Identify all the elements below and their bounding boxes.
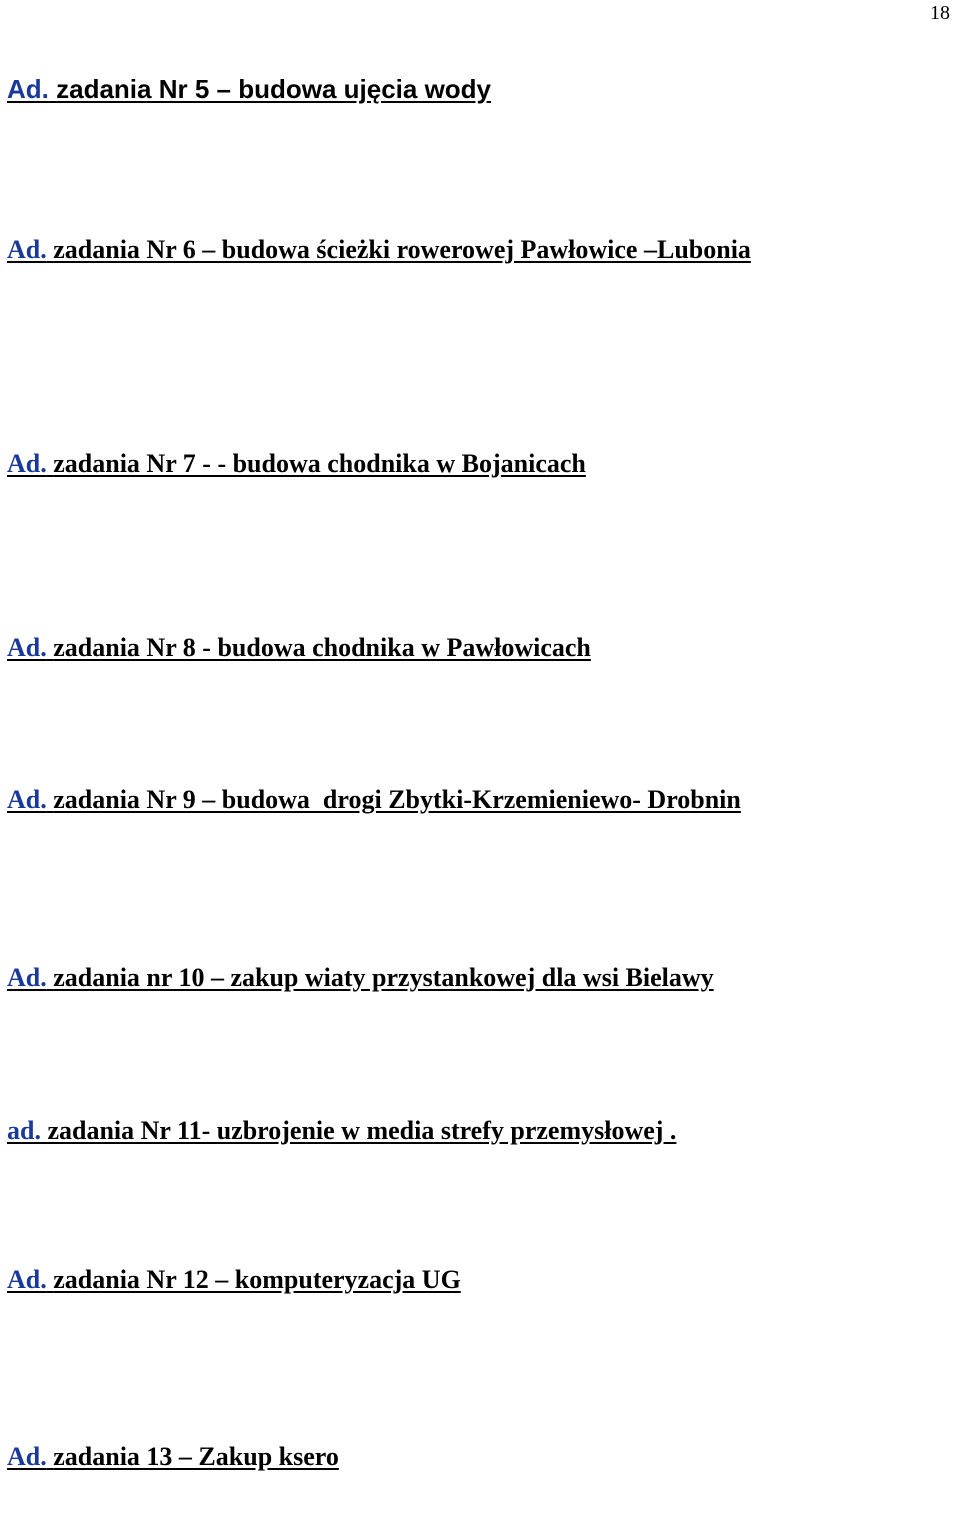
section-heading <box>7 785 741 815</box>
heading-ad-prefix: Ad. <box>7 74 49 104</box>
section-task-6 <box>7 235 957 410</box>
section-task-10 <box>7 963 957 1080</box>
paragraph-line <box>7 537 957 566</box>
paragraph-line <box>7 721 957 750</box>
paragraph-line <box>7 1146 957 1175</box>
section-heading <box>7 963 714 993</box>
paragraph-line <box>7 294 957 323</box>
heading-title: zadania Nr 8 - budowa chodnika w Pawłowicach <box>53 633 591 662</box>
heading-title: zadania Nr 9 – budowa drogi Zbytki-Krzemieniewo- Drobnin <box>53 785 741 814</box>
heading-title: zadania Nr 12 – komputeryzacja UG <box>53 1265 461 1294</box>
paragraph-line <box>7 479 957 508</box>
paragraph-line <box>7 265 957 294</box>
section-heading <box>7 1116 676 1146</box>
heading-title: zadania Nr 11- uzbrojenie w media strefy przemysłowej . <box>47 1116 677 1145</box>
section-heading <box>7 74 491 104</box>
paragraph-line <box>7 993 957 1022</box>
section-task-13 <box>7 1442 957 1530</box>
paragraph-line <box>7 566 957 595</box>
paragraph-line <box>7 352 957 381</box>
paragraph-line <box>7 104 957 133</box>
paragraph-line <box>7 844 957 873</box>
section-task-7 <box>7 449 957 595</box>
paragraph-line <box>7 381 957 410</box>
section-heading <box>7 449 586 479</box>
paragraph-line <box>7 1353 957 1382</box>
paragraph-line <box>7 1382 957 1411</box>
paragraph-line <box>7 1022 957 1051</box>
paragraph-line <box>7 663 957 692</box>
section-task-8 <box>7 633 957 750</box>
section-task-11 <box>7 1116 957 1262</box>
paragraph-line <box>7 1204 957 1233</box>
paragraph-line <box>7 508 957 537</box>
paragraph-line <box>7 1051 957 1080</box>
section-task-5 <box>7 74 957 162</box>
paragraph-line <box>7 1233 957 1262</box>
paragraph-line <box>7 692 957 721</box>
paragraph-line <box>7 815 957 844</box>
paragraph-line <box>7 873 957 902</box>
paragraph-line <box>7 1175 957 1204</box>
heading-ad-prefix: Ad. <box>7 1442 47 1471</box>
heading-title: zadania 13 – Zakup ksero <box>53 1442 339 1471</box>
heading-ad-prefix: Ad. <box>7 633 47 662</box>
paragraph-line <box>7 1501 957 1530</box>
heading-ad-prefix: Ad. <box>7 1265 47 1294</box>
paragraph-line <box>7 1472 957 1501</box>
paragraph-line <box>7 1295 957 1324</box>
heading-ad-prefix: Ad. <box>7 785 47 814</box>
heading-ad-prefix: ad. <box>7 1116 41 1145</box>
heading-title: zadania Nr 5 – budowa ujęcia wody <box>56 74 492 104</box>
paragraph-line <box>7 1324 957 1353</box>
paragraph-line <box>7 323 957 352</box>
paragraph-line <box>7 902 957 931</box>
heading-ad-prefix: Ad. <box>7 235 47 264</box>
section-heading <box>7 235 751 265</box>
section-heading <box>7 1265 461 1295</box>
page-number: 18 <box>930 2 950 24</box>
section-task-9 <box>7 785 957 931</box>
heading-ad-prefix: Ad. <box>7 449 47 478</box>
heading-title: zadania Nr 7 - - budowa chodnika w Bojanicach <box>53 449 586 478</box>
heading-title: zadania Nr 6 – budowa ścieżki rowerowej Pawłowice –Lubonia <box>53 235 751 264</box>
section-heading <box>7 633 591 663</box>
heading-ad-prefix: Ad. <box>7 963 47 992</box>
heading-title: zadania nr 10 – zakup wiaty przystankowej dla wsi Bielawy <box>53 963 714 992</box>
paragraph-line <box>7 133 957 162</box>
section-task-12 <box>7 1265 957 1411</box>
section-heading <box>7 1442 339 1472</box>
